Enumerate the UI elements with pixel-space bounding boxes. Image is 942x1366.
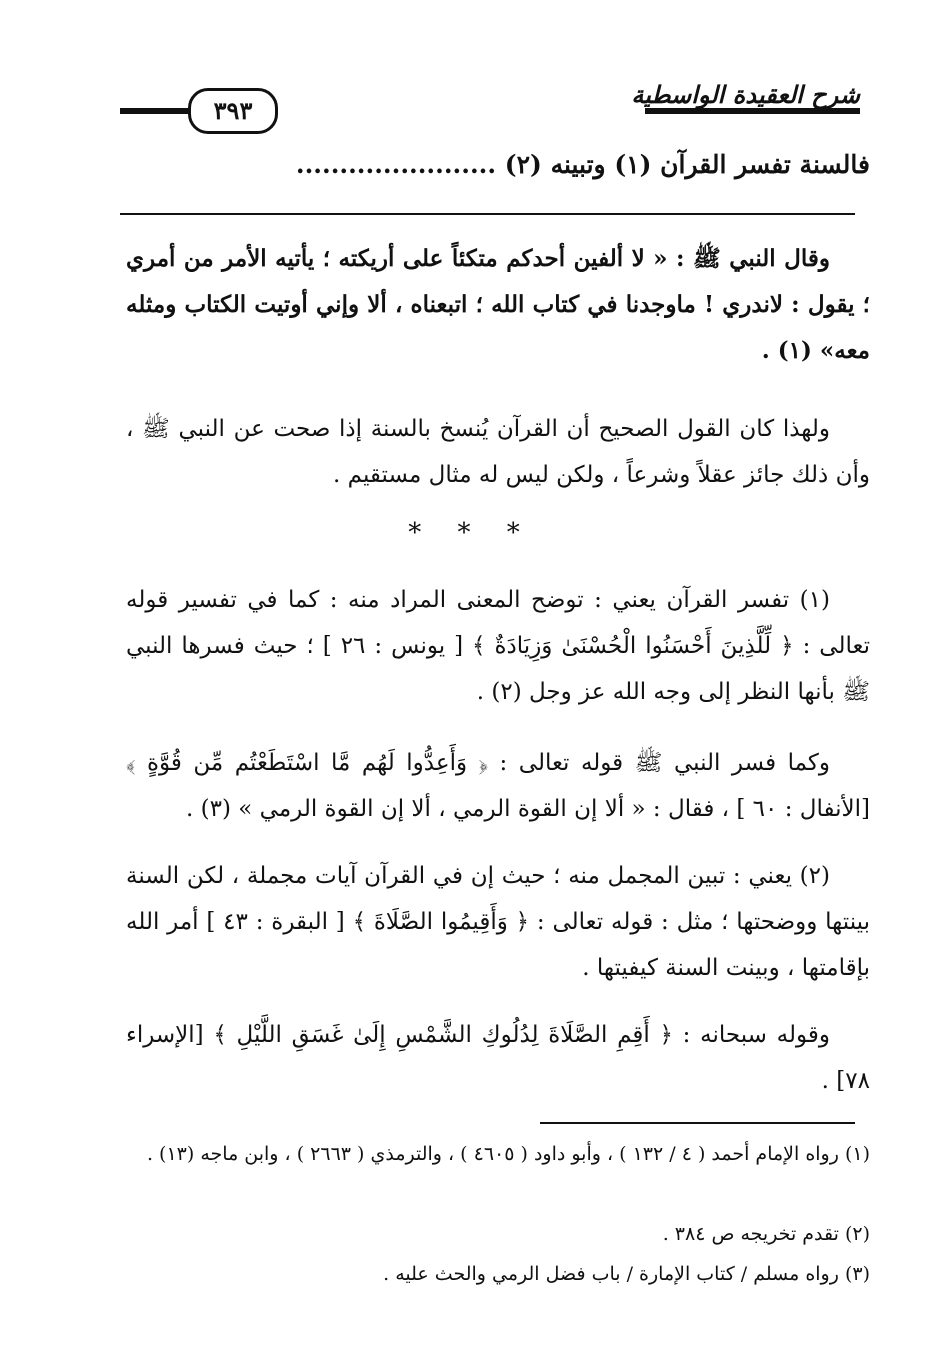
footnote-2: (٢) تقدم تخريجه ص ٣٨٤ . [662,1223,870,1245]
paragraph-commentary-4: وقوله سبحانه : ﴿ أَقِمِ الصَّلَاةَ لِدُلُوكِ الشَّمْسِ إِلَىٰ غَسَقِ اللَّيْلِ ﴾ [الإسراء ٧٨] . [126,1022,870,1094]
paragraph-abrogation: ولهذا كان القول الصحيح أن القرآن يُنسخ بالسنة إذا صحت عن النبي ﷺ ، وأن ذلك جائز عقلاً وشرعاً ، ولكن ليس له مثال مستقيم . [126,416,870,488]
paragraph-hadith: وقال النبي ﷺ : « لا ألفين أحدكم متكئاً على أريكته ؛ يأتيه الأمر من أمري ؛ يقول : لاندري ! ماوجدنا في كتاب الله ؛ اتبعناه ، ألا وإني أوتيت الكتاب ومثله معه» (١) . [126,245,870,364]
paragraph-commentary-3: (٢) يعني : تبين المجمل منه ؛ حيث إن في القرآن آيات مجملة ، لكن السنة بينتها ووضحتها ؛ مثل : قوله تعالى : ﴿ وَأَقِيمُوا الصَّلَاةَ ﴾ [ البقرة : ٤٣ ] أمر الله بإقامتها ، وبينت السنة كيفيتها . [126,863,870,981]
paragraph-commentary-1: (١) تفسر القرآن يعني : توضح المعنى المراد منه : كما في تفسير قوله تعالى : ﴿ لِّلَّذِينَ أَحْسَنُوا الْحُسْنَىٰ وَزِيَادَةٌ ﴾ [ يونس : ٢٦ ] ؛ حيث فسرها النبي ﷺ بأنها النظر إلى وجه الله عز وجل (٢) . [126,587,870,705]
page-number: ٣٩٣ [188,88,278,134]
paragraph-commentary-2: وكما فسر النبي ﷺ قوله تعالى : ﴿ وَأَعِدُّوا لَهُم مَّا اسْتَطَعْتُم مِّن قُوَّةٍ ﴾ [الأنفال : ٦٠ ] ، فقال : « ألا إن القوة الرمي ، ألا إن القوة الرمي » (٣) . [126,750,870,822]
header-rule-left [120,108,192,114]
footnote-1: (١) رواه الإمام أحمد ( ٤ / ١٣٢ ) ، وأبو داود ( ٤٦٠٥ ) ، والترمذي ( ٢٦٦٣ ) ، وابن ماجه (١٣) . [146,1143,870,1165]
running-header-title: شرح العقيدة الواسطية [631,80,860,109]
section-separator: * * * [408,518,534,548]
footnote-3: (٣) رواه مسلم / كتاب الإمارة / باب فضل الرمي والحث عليه . [383,1263,870,1285]
subtitle-rule [120,213,855,215]
footnote-rule [540,1122,855,1124]
section-subtitle: فالسنة تفسر القرآن (١) وتبينه (٢) ....................... [295,150,870,179]
